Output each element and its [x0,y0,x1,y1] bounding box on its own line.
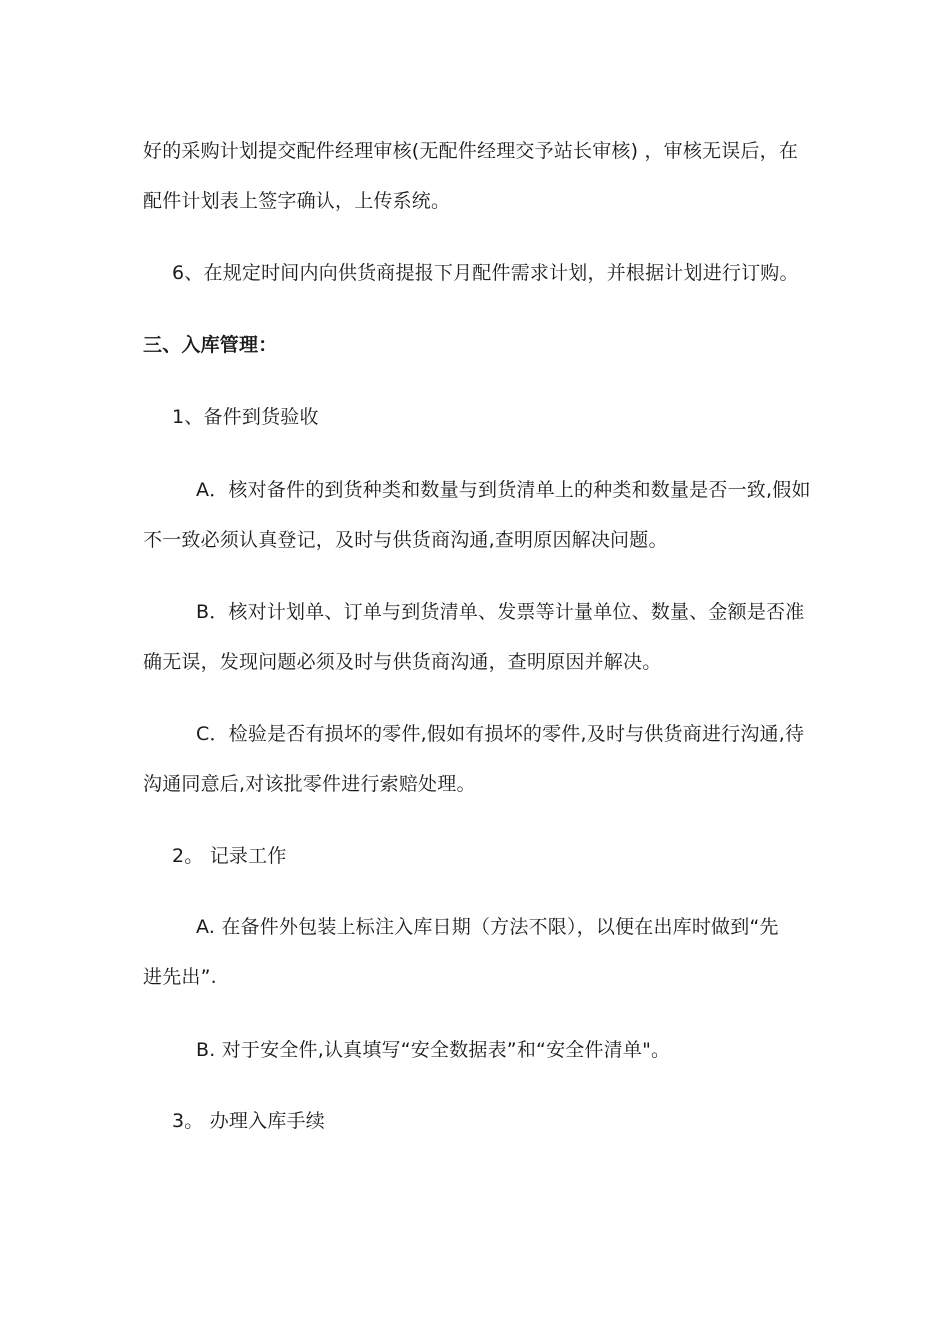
section-heading: 三、入库管理： [143,334,278,356]
subheading-1: 1、备件到货验收 [172,406,319,428]
record-b-line: B. 对于安全件,认真填写“安全数据表”和“安全件清单"。 [196,1039,671,1061]
item-a-line-1: A．核对备件的到货种类和数量与到货清单上的种类和数量是否一致,假如 [196,479,811,501]
item-c-line-2: 沟通同意后,对该批零件进行索赔处理。 [143,773,476,795]
item-a-line-2: 不一致必须认真登记，及时与供货商沟通,查明原因解决问题。 [143,529,668,551]
record-a-line-2: 进先出”. [143,966,217,988]
item-6-line: 6、在规定时间内向供货商提报下月配件需求计划，并根据计划进行订购。 [172,262,799,284]
record-a-line-1: A. 在备件外包装上标注入库日期（方法不限），以便在出库时做到“先 [196,916,779,938]
item-c-line-1: C．检验是否有损坏的零件,假如有损坏的零件,及时与供货商进行沟通,待 [196,723,805,745]
paragraph-line-1: 好的采购计划提交配件经理审核(无配件经理交予站长审核) ，审核无误后，在 [143,140,799,162]
item-b-line-1: B．核对计划单、订单与到货清单、发票等计量单位、数量、金额是否准 [196,601,805,623]
subheading-2: 2。 记录工作 [172,845,287,867]
item-b-line-2: 确无误，发现问题必须及时与供货商沟通，查明原因并解决。 [143,651,662,673]
paragraph-line-2: 配件计划表上签字确认，上传系统。 [143,190,451,212]
subheading-3: 3。 办理入库手续 [172,1110,325,1132]
